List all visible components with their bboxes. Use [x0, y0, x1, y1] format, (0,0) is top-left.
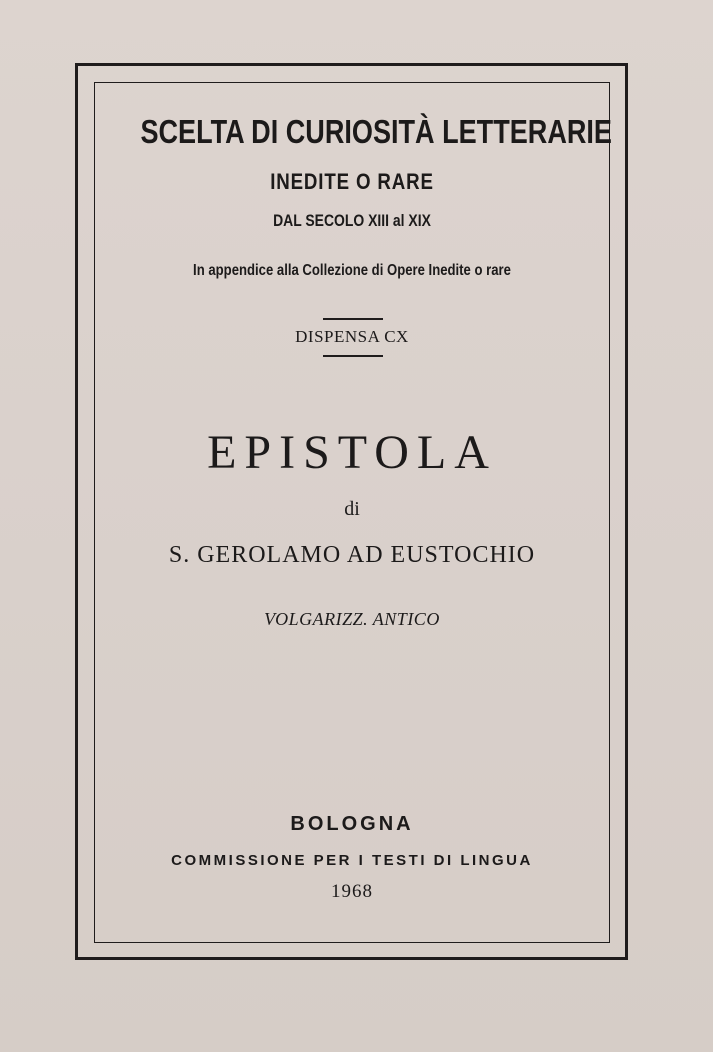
- book-title: EPISTOLA: [207, 426, 497, 479]
- publication-year: 1968: [331, 881, 373, 902]
- appendix-note: In appendice alla Collezione di Opere Inedite o rare: [193, 262, 511, 279]
- divider-top: [323, 318, 383, 320]
- series-subtitle-secolo: DAL SECOLO XIII al XIX: [273, 211, 431, 230]
- series-title: SCELTA DI CURIOSITÀ LETTERARIE: [140, 113, 612, 150]
- by-word: di: [344, 498, 360, 520]
- divider-bottom: [323, 355, 383, 357]
- series-subtitle-inedite: INEDITE O RARE: [270, 169, 434, 194]
- translation-note: VOLGARIZZ. ANTICO: [264, 609, 440, 629]
- publication-city: BOLOGNA: [290, 813, 414, 835]
- dispensa-number: DISPENSA CX: [295, 327, 409, 346]
- author: S. GEROLAMO AD EUSTOCHIO: [168, 542, 536, 568]
- publisher: COMMISSIONE PER I TESTI DI LINGUA: [171, 852, 533, 869]
